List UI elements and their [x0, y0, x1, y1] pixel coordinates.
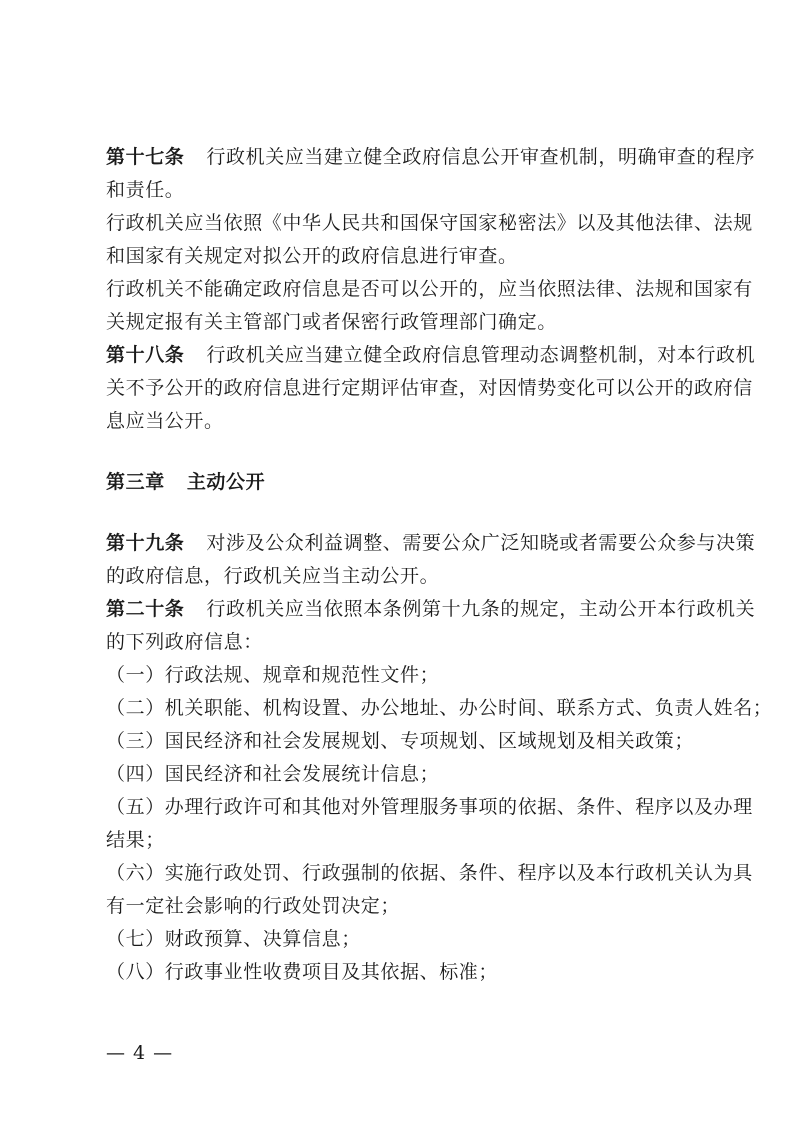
article-20-label: 第二十条	[106, 598, 185, 620]
article-19-line-1	[106, 527, 756, 560]
article-17-text: 行政机关应当建立健全政府信息公开审查机制，明确审查的程序	[206, 146, 756, 168]
list-item: （八）行政事业性收费项目及其依据、标准；	[106, 961, 499, 983]
chapter-label: 第三章	[106, 471, 165, 493]
list-item-continuation: 有一定社会影响的行政处罚决定；	[106, 895, 401, 917]
article-19-text: 对涉及公众利益调整、需要公众广泛知晓或者需要公众参与决策	[206, 532, 756, 554]
list-item: （六）实施行政处罚、行政强制的依据、条件、程序以及本行政机关认为具	[106, 862, 753, 884]
list-item: （五）办理行政许可和其他对外管理服务事项的依据、条件、程序以及办理	[106, 796, 753, 818]
article-17-para-2-line-1: 行政机关应当依照《中华人民共和国保守国家秘密法》以及其他法律、法规	[106, 212, 753, 234]
chapter-heading	[106, 466, 696, 499]
article-19-label: 第十九条	[106, 532, 185, 554]
list-item: （七）财政预算、决算信息；	[106, 928, 361, 950]
document-body	[106, 141, 773, 989]
article-18-label: 第十八条	[106, 344, 185, 366]
article-17-para-3-line-1: 行政机关不能确定政府信息是否可以公开的，应当依照法律、法规和国家有	[106, 278, 753, 300]
article-17-para-3-line-2: 关规定报有关主管部门或者保密行政管理部门确定。	[106, 311, 557, 333]
article-18-line-2: 关不予公开的政府信息进行定期评估审查，对因情势变化可以公开的政府信	[106, 377, 753, 399]
page-number: — 4 —	[106, 1042, 174, 1064]
article-17-label: 第十七条	[106, 146, 185, 168]
article-17-line-1	[106, 141, 756, 174]
chapter-title: 主动公开	[186, 471, 266, 493]
article-18-line-3: 息应当公开。	[106, 410, 224, 432]
article-19-line-2: 的政府信息，行政机关应当主动公开。	[106, 565, 440, 587]
article-17-para-2-line-2: 和国家有关规定对拟公开的政府信息进行审查。	[106, 245, 518, 267]
article-20-line-1	[106, 593, 756, 626]
article-20-text: 行政机关应当依照本条例第十九条的规定，主动公开本行政机关	[206, 598, 756, 620]
list-item: （四）国民经济和社会发展统计信息；	[106, 763, 440, 785]
list-item: （一）行政法规、规章和规范性文件；	[106, 664, 440, 686]
article-20-line-2: 的下列政府信息：	[106, 631, 263, 653]
list-item: （二）机关职能、机构设置、办公地址、办公时间、联系方式、负责人姓名；	[106, 697, 773, 719]
article-17-line-2: 和责任。	[106, 179, 185, 201]
list-item: （三）国民经济和社会发展规划、专项规划、区域规划及相关政策；	[106, 730, 695, 752]
article-18-line-1	[106, 339, 756, 372]
article-18-text: 行政机关应当建立健全政府信息管理动态调整机制，对本行政机	[206, 344, 756, 366]
list-item-continuation: 结果；	[106, 829, 165, 851]
